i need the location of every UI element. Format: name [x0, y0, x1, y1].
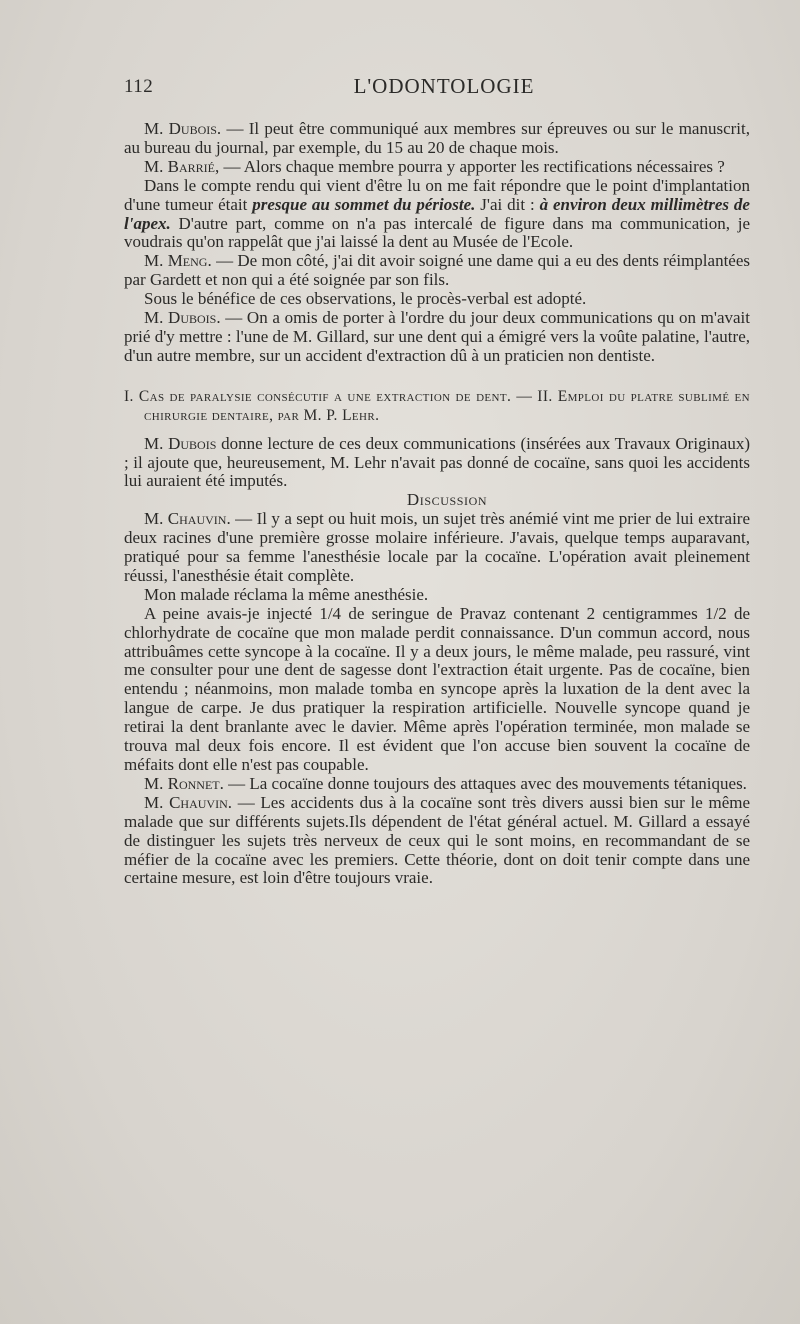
speaker-name: M. Chauvin. — [144, 792, 232, 812]
running-title: L'ODONTOLOGIE — [353, 74, 535, 98]
italic-quote: à environ deux millimètres de l'apex. — [124, 194, 750, 233]
paragraph-proces-verbal: Sous le bénéfice de ces observations, le procès-verbal est adopté. — [144, 289, 587, 309]
paragraph-text: — Il peut être communiqué aux membres sur épreuves ou sur le manuscrit, au bureau du journal, par exemple, du 15 au 20 de chaque mois. — [124, 119, 750, 157]
paragraph-barrie — [124, 158, 750, 177]
paragraph-anesthesie: Mon malade réclama la même anesthésie. — [144, 584, 429, 604]
paragraph-text: J'ai dit : — [475, 194, 540, 214]
paragraph-text: — Il y a sept ou huit mois, un sujet très anémié vint me prier de lui extraire deux racines d'une première grosse molaire inférieure. J'avais, quelque temps auparavant, pratiqué pour sa femme l'anesthésie locale par la cocaïne. L'opération avait pleinement réussi, l'anesthésie était complète. — [124, 509, 750, 585]
speaker-name: M. Meng. — [144, 251, 212, 271]
section-title-text: I. Cas de paralysie consécutif a une extraction de dent. — II. Emploi du platre sublimé en chirurgie dentaire, par M. P. Lehr. — [124, 387, 750, 424]
speaker-name: M. Barrié, — [144, 156, 220, 176]
paragraph-text: — Alors chaque membre pourra y apporter les rectifications nécessaires ? — [219, 156, 725, 176]
paragraph-text: — La cocaïne donne toujours des attaques avec des mouvements tétaniques. — [223, 773, 747, 793]
paragraph-text: Dans le compte rendu qui vient d'être lu on me fait répondre que le point d'implantation d'une tumeur était — [124, 175, 750, 214]
spacer — [124, 366, 750, 379]
paragraph-text: — On a omis de porter à l'ordre du jour deux communications qu on m'avait prié d'y mettre : l'une de M. Gillard, sur une dent qui a émigré vers la voûte palatine, l'autre, d'un autre membre, sur un accident d'extraction dû à un praticien non dentiste. — [124, 308, 750, 365]
paragraph-tumeur — [124, 177, 750, 253]
speaker-name: M. Dubois — [144, 433, 217, 453]
paragraph-text: — De mon côté, j'ai dit avoir soigné une dame qui a eu des dents réimplantées par Gardett et non qui a été soignée par son fils. — [124, 251, 750, 290]
discussion-heading: Discussion — [406, 490, 488, 510]
italic-quote: presque au sommet du périoste. — [252, 194, 476, 214]
paragraph-syncope: A peine avais-je injecté 1/4 de seringue de Pravaz contenant 2 centigrammes 1/2 de chlorhydrate de cocaïne que mon malade perdit connaissance. D'un commun accord, nous attribuâmes cette syncope à la cocaïne. Il y a deux jours, le même malade, peu rassuré, vint me consulter pour une dent de sagesse dont l'extraction était urgente. Pas de cocaïne, bien entendu ; néanmoins, mon malade tomba en syncope après la luxation de la dent avec la langue de carpe. Je dus pratiquer la respiration artificielle. Nouvelle syncope quand je retirai la dent branlante avec le davier. Même après l'opération terminée, mon malade se trouva mal deux fois encore. Il est évident que l'on accuse bien souvent la cocaïne de méfaits dont elle n'est pas coupable. — [124, 603, 750, 774]
paragraph-chauvin-2 — [124, 794, 750, 889]
paragraph-text: — Les accidents dus à la cocaïne sont très divers aussi bien sur le même malade que sur différents sujets.Ils dépendent de l'état général actuel. M. Gillard a essayé de distinguer les sujets très nerveux de ceux qui le sont moins, en recommandant de se méfier de la cocaïne avec les premiers. Cette théorie, dont on doit tenir compte dans une certaine mesure, est loin d'être toujours vraie. — [124, 792, 751, 888]
speaker-name: M. Dubois. — [144, 308, 221, 328]
paragraph-dubois-1 — [124, 120, 750, 158]
paragraph-dubois-2 — [124, 309, 750, 366]
paragraph-text: donne lecture de ces deux communications (insérées aux Travaux Originaux) ; il ajoute que, heureusement, M. Lehr n'avait pas donné de cocaïne, sans quoi les accidents lui auraient été imputés. — [124, 433, 750, 491]
speaker-name: M. Dubois. — [144, 119, 222, 138]
paragraph-dubois-lecture — [124, 435, 750, 492]
speaker-name: M. Ronnet. — [144, 773, 224, 793]
paragraph-chauvin-1 — [124, 510, 750, 586]
speaker-name: M. Chauvin. — [144, 509, 231, 529]
paragraph-ronnet — [124, 775, 750, 794]
page-body — [124, 120, 750, 888]
section-title — [124, 388, 750, 426]
page-header — [124, 76, 748, 102]
paragraph-text: D'autre part, comme on n'a pas intercalé de figure dans ma communication, je voudrais qu'on rappelât que j'ai laissé la dent au Musée de l'Ecole. — [124, 213, 750, 252]
page-number: 112 — [124, 76, 154, 97]
paragraph-meng — [124, 252, 750, 290]
